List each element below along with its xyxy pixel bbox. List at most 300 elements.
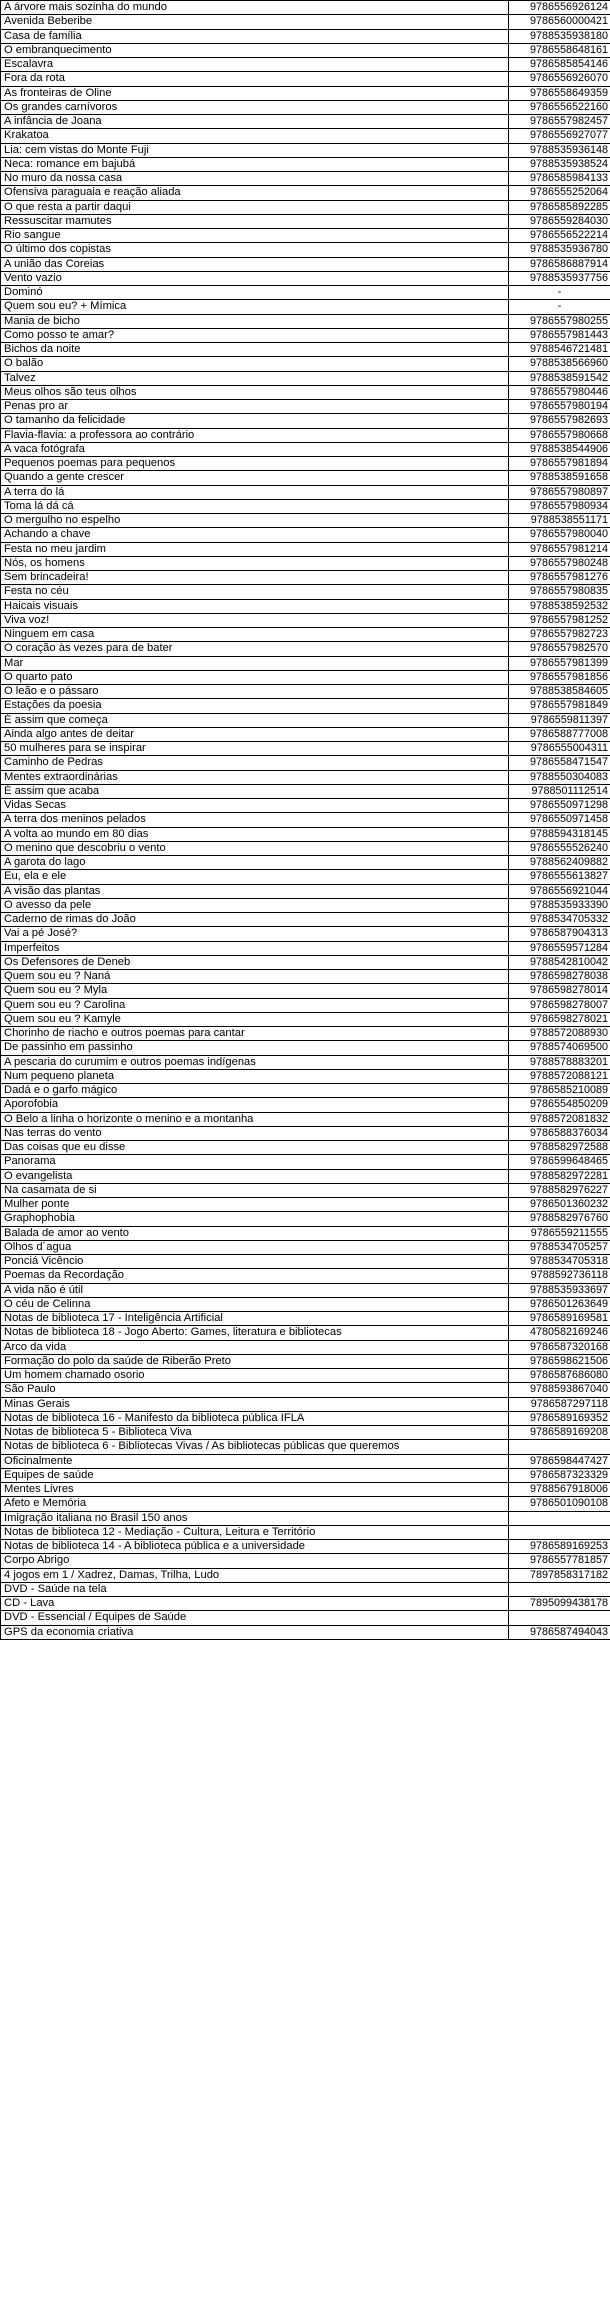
book-title-cell[interactable]: São Paulo [1, 1383, 509, 1397]
book-title-cell[interactable]: O último dos copistas [1, 243, 509, 257]
isbn-cell[interactable]: 9788572088121 [509, 1069, 610, 1083]
isbn-cell[interactable]: 9786557981856 [509, 670, 610, 684]
book-title-cell[interactable]: É assim que acaba [1, 784, 509, 798]
isbn-cell[interactable]: 9788535938180 [509, 29, 610, 43]
table-row [1, 599, 610, 613]
book-title-cell[interactable]: Minas Gerais [1, 1397, 509, 1411]
book-title-cell[interactable]: A pescaria do curumim e outros poemas indígenas [1, 1055, 509, 1069]
book-title-cell[interactable]: Poemas da Recordação [1, 1269, 509, 1283]
isbn-cell[interactable]: 9786585210089 [509, 1084, 610, 1098]
table-row [1, 799, 610, 813]
book-title-cell[interactable]: Krakatoa [1, 129, 509, 143]
table-row [1, 1497, 610, 1511]
isbn-cell[interactable]: 9786587686080 [509, 1369, 610, 1383]
table-row [1, 1483, 610, 1497]
book-title-cell[interactable]: O que resta a partir daqui [1, 200, 509, 214]
isbn-cell[interactable]: 9786557981214 [509, 542, 610, 556]
table-row [1, 1126, 610, 1140]
isbn-cell[interactable]: 9788535938524 [509, 157, 610, 171]
isbn-cell[interactable]: 9786587297118 [509, 1397, 610, 1411]
isbn-cell[interactable]: 9786599648465 [509, 1155, 610, 1169]
book-title-cell[interactable]: Chorinho de riacho e outros poemas para cantar [1, 1027, 509, 1041]
table-row [1, 571, 610, 585]
isbn-cell[interactable]: 9786557980446 [509, 385, 610, 399]
book-title-cell[interactable]: O quarto pato [1, 670, 509, 684]
isbn-cell[interactable]: 9788538566960 [509, 357, 610, 371]
book-title-cell[interactable]: Sem brincadeira! [1, 571, 509, 585]
book-title-cell[interactable]: Pequenos poemas para pequenos [1, 457, 509, 471]
book-title-cell[interactable]: Festa no céu [1, 585, 509, 599]
book-title-cell[interactable]: O balão [1, 357, 509, 371]
book-title-cell[interactable]: 4 jogos em 1 / Xadrez, Damas, Trilha, Ludo [1, 1568, 509, 1582]
isbn-cell[interactable]: 9786560000421 [509, 15, 610, 29]
table-row [1, 1326, 610, 1340]
isbn-cell[interactable]: 9788535933697 [509, 1283, 610, 1297]
isbn-cell[interactable]: 9786598447427 [509, 1454, 610, 1468]
isbn-cell[interactable]: 9786557981894 [509, 457, 610, 471]
isbn-cell[interactable]: 9788538591658 [509, 471, 610, 485]
isbn-cell[interactable]: 9786557981399 [509, 656, 610, 670]
isbn-cell[interactable]: 9786598278007 [509, 998, 610, 1012]
isbn-cell[interactable] [509, 1511, 610, 1525]
table-row [1, 1354, 610, 1368]
isbn-cell[interactable]: 9786556522160 [509, 100, 610, 114]
isbn-cell[interactable]: 9786556926070 [509, 72, 610, 86]
table-row [1, 585, 610, 599]
book-title-cell[interactable]: Mania de bicho [1, 314, 509, 328]
table-row [1, 1198, 610, 1212]
table-row [1, 514, 610, 528]
table-row [1, 257, 610, 271]
table-row [1, 43, 610, 57]
isbn-cell[interactable]: 9786557781857 [509, 1554, 610, 1568]
book-title-cell[interactable]: Eu, ela e ele [1, 870, 509, 884]
isbn-cell[interactable]: 9786555613827 [509, 870, 610, 884]
book-title-cell[interactable]: Graphophobia [1, 1212, 509, 1226]
book-title-cell[interactable]: Dadá e o garfo mágico [1, 1084, 509, 1098]
book-title-cell[interactable]: Haicais visuais [1, 599, 509, 613]
book-title-cell[interactable]: A árvore mais sozinha do mundo [1, 1, 509, 15]
isbn-cell[interactable]: 9786501263649 [509, 1297, 610, 1311]
isbn-cell[interactable]: 9786587904313 [509, 927, 610, 941]
book-title-cell[interactable]: Quem sou eu ? Naná [1, 970, 509, 984]
book-title-cell[interactable]: O embranquecimento [1, 43, 509, 57]
table-row [1, 870, 610, 884]
isbn-cell[interactable]: 9788572081832 [509, 1112, 610, 1126]
isbn-cell[interactable]: 9788538584605 [509, 685, 610, 699]
book-title-cell[interactable]: Notas de biblioteca 6 - Bibliotecas Vivas / As bibliotecas públicas que queremos [1, 1440, 509, 1454]
book-title-cell[interactable]: Nas terras do vento [1, 1126, 509, 1140]
book-title-cell[interactable]: Rio sangue [1, 229, 509, 243]
book-title-cell[interactable]: Ninguem em casa [1, 628, 509, 642]
book-title-cell[interactable]: Notas de biblioteca 16 - Manifesto da biblioteca pública IFLA [1, 1411, 509, 1425]
book-title-cell[interactable]: Quem sou eu? + Mímica [1, 300, 509, 314]
book-title-cell[interactable]: CD - Lava [1, 1597, 509, 1611]
isbn-cell[interactable]: 9786559811397 [509, 713, 610, 727]
isbn-cell[interactable]: 9786501090108 [509, 1497, 610, 1511]
isbn-cell[interactable]: 9786557980934 [509, 499, 610, 513]
book-title-cell[interactable]: Nós, os homens [1, 556, 509, 570]
book-title-cell[interactable]: O Belo a linha o horizonte o menino e a montanha [1, 1112, 509, 1126]
book-title-cell[interactable]: Dominó [1, 286, 509, 300]
table-row [1, 1283, 610, 1297]
book-title-cell[interactable]: Toma lá dá cá [1, 499, 509, 513]
book-title-cell[interactable]: As fronteiras de Oline [1, 86, 509, 100]
book-title-cell[interactable]: A garota do lago [1, 856, 509, 870]
isbn-cell[interactable]: 9786557981443 [509, 328, 610, 342]
book-title-cell[interactable]: Como posso te amar? [1, 328, 509, 342]
isbn-cell[interactable]: 9786598278014 [509, 984, 610, 998]
book-title-cell[interactable]: Caderno de rimas do João [1, 913, 509, 927]
book-title-cell[interactable]: Arco da vida [1, 1340, 509, 1354]
book-title-cell[interactable]: Talvez [1, 371, 509, 385]
book-title-cell[interactable]: Corpo Abrigo [1, 1554, 509, 1568]
isbn-cell[interactable] [509, 1525, 610, 1539]
book-title-cell[interactable]: 50 mulheres para se inspirar [1, 742, 509, 756]
book-title-cell[interactable]: Mulher ponte [1, 1198, 509, 1212]
book-title-cell[interactable]: O coração às vezes para de bater [1, 642, 509, 656]
table-row [1, 898, 610, 912]
table-row [1, 913, 610, 927]
isbn-cell[interactable]: 9786557982723 [509, 628, 610, 642]
isbn-cell[interactable]: 9788535933390 [509, 898, 610, 912]
isbn-cell[interactable]: 7895099438178 [509, 1597, 610, 1611]
book-title-cell[interactable]: Neca: romance em bajubá [1, 157, 509, 171]
book-title-cell[interactable]: Formação do polo da saúde de Riberão Preto [1, 1354, 509, 1368]
isbn-cell[interactable]: 9788550304083 [509, 770, 610, 784]
isbn-cell[interactable]: 4780582169246 [509, 1326, 610, 1340]
isbn-cell[interactable]: 9786589169352 [509, 1411, 610, 1425]
book-title-cell[interactable]: Afeto e Memória [1, 1497, 509, 1511]
book-title-cell[interactable]: Na casamata de si [1, 1183, 509, 1197]
table-row [1, 414, 610, 428]
table-row [1, 1297, 610, 1311]
table-row [1, 29, 610, 43]
book-title-cell[interactable]: Quem sou eu ? Kamyle [1, 1012, 509, 1026]
isbn-cell[interactable]: 9788592736118 [509, 1269, 610, 1283]
table-row [1, 1454, 610, 1468]
book-title-cell[interactable]: A visão das plantas [1, 884, 509, 898]
isbn-cell[interactable]: 9786589169208 [509, 1426, 610, 1440]
book-title-cell[interactable]: O evangelista [1, 1169, 509, 1183]
isbn-cell[interactable]: 9788535937756 [509, 271, 610, 285]
book-title-cell[interactable]: Ainda algo antes de deitar [1, 727, 509, 741]
table-row [1, 485, 610, 499]
isbn-cell[interactable]: 9786558471547 [509, 756, 610, 770]
table-row [1, 1098, 610, 1112]
isbn-cell[interactable]: 9786556926124 [509, 1, 610, 15]
table-row [1, 1468, 610, 1482]
book-title-cell[interactable]: Penas pro ar [1, 400, 509, 414]
table-row [1, 556, 610, 570]
isbn-cell[interactable]: 9788572088930 [509, 1027, 610, 1041]
isbn-cell[interactable]: 9786587323329 [509, 1468, 610, 1482]
book-title-cell[interactable]: Ressuscitar mamutes [1, 214, 509, 228]
isbn-cell[interactable]: 9786587320168 [509, 1340, 610, 1354]
table-row [1, 642, 610, 656]
table-row [1, 856, 610, 870]
book-title-cell[interactable]: Num pequeno planeta [1, 1069, 509, 1083]
table-row [1, 628, 610, 642]
book-title-cell[interactable]: Bichos da noite [1, 343, 509, 357]
book-title-cell[interactable]: Casa de família [1, 29, 509, 43]
table-row [1, 1141, 610, 1155]
table-row [1, 457, 610, 471]
book-title-cell[interactable]: Notas de biblioteca 18 - Jogo Aberto: Games, literatura e bibliotecas [1, 1326, 509, 1340]
book-title-cell[interactable]: Mentes Livres [1, 1483, 509, 1497]
table-row [1, 1269, 610, 1283]
book-title-cell[interactable]: Os Defensores de Deneb [1, 955, 509, 969]
table-row [1, 970, 610, 984]
isbn-cell[interactable]: 9786556921044 [509, 884, 610, 898]
isbn-cell[interactable]: 9786550971458 [509, 813, 610, 827]
isbn-cell[interactable]: 9786598278038 [509, 970, 610, 984]
isbn-cell[interactable]: 9786555526240 [509, 841, 610, 855]
table-row [1, 1340, 610, 1354]
book-title-cell[interactable]: Das coisas que eu disse [1, 1141, 509, 1155]
table-row [1, 1069, 610, 1083]
isbn-cell[interactable]: 9786557980255 [509, 314, 610, 328]
table-row [1, 1212, 610, 1226]
book-title-cell[interactable]: Estações da poesia [1, 699, 509, 713]
book-title-cell[interactable]: O tamanho da felicidade [1, 414, 509, 428]
isbn-cell[interactable]: 9786585892285 [509, 200, 610, 214]
table-row [1, 1611, 610, 1625]
isbn-cell[interactable]: 9786557982457 [509, 115, 610, 129]
table-row [1, 129, 610, 143]
book-title-cell[interactable]: GPS da economia criativa [1, 1625, 509, 1639]
table-row [1, 827, 610, 841]
isbn-cell[interactable] [509, 1611, 610, 1625]
table-row [1, 15, 610, 29]
isbn-cell[interactable]: 9788582976227 [509, 1183, 610, 1197]
isbn-cell[interactable]: 9786598621506 [509, 1354, 610, 1368]
table-row [1, 343, 610, 357]
isbn-cell[interactable]: 9788562409882 [509, 856, 610, 870]
book-title-cell[interactable]: Quem sou eu ? Myla [1, 984, 509, 998]
isbn-cell[interactable]: 9786501360232 [509, 1198, 610, 1212]
book-title-cell[interactable]: Meus olhos são teus olhos [1, 385, 509, 399]
isbn-cell[interactable] [509, 1582, 610, 1596]
book-title-cell[interactable]: DVD - Saúde na tela [1, 1582, 509, 1596]
isbn-cell[interactable]: 9786554850209 [509, 1098, 610, 1112]
book-title-cell[interactable]: A infância de Joana [1, 115, 509, 129]
table-row [1, 685, 610, 699]
book-title-cell[interactable]: Panorama [1, 1155, 509, 1169]
isbn-cell[interactable]: 9786555004311 [509, 742, 610, 756]
table-row [1, 1525, 610, 1539]
table-row [1, 955, 610, 969]
isbn-cell[interactable]: 9786587494043 [509, 1625, 610, 1639]
book-title-cell[interactable]: Notas de biblioteca 17 - Inteligência Artificial [1, 1312, 509, 1326]
isbn-cell[interactable]: 9786586887914 [509, 257, 610, 271]
isbn-cell[interactable]: 9786557980040 [509, 528, 610, 542]
isbn-cell[interactable]: 9786588376034 [509, 1126, 610, 1140]
table-row [1, 1511, 610, 1525]
book-title-cell[interactable]: O mergulho no espelho [1, 514, 509, 528]
isbn-cell[interactable]: 9786589169581 [509, 1312, 610, 1326]
table-row [1, 884, 610, 898]
isbn-cell[interactable]: 9788501112514 [509, 784, 610, 798]
table-row [1, 1226, 610, 1240]
isbn-cell[interactable]: 9786557981276 [509, 571, 610, 585]
isbn-cell[interactable]: 9786559211555 [509, 1226, 610, 1240]
isbn-cell[interactable]: 9788534705332 [509, 913, 610, 927]
book-title-cell[interactable]: Viva voz! [1, 613, 509, 627]
isbn-cell[interactable]: 9786585984133 [509, 172, 610, 186]
isbn-cell[interactable]: 9786557980194 [509, 400, 610, 414]
book-title-cell[interactable]: A terra do lá [1, 485, 509, 499]
book-title-cell[interactable]: Balada de amor ao vento [1, 1226, 509, 1240]
isbn-cell[interactable]: 9786557981849 [509, 699, 610, 713]
book-title-cell[interactable]: A vaca fotógrafa [1, 442, 509, 456]
book-title-cell[interactable]: A união das Coreias [1, 257, 509, 271]
table-row [1, 243, 610, 257]
book-title-cell[interactable]: De passinho em passinho [1, 1041, 509, 1055]
isbn-cell[interactable]: 9786555252064 [509, 186, 610, 200]
book-title-cell[interactable]: O céu de Celinna [1, 1297, 509, 1311]
book-title-cell[interactable]: O leão e o pássaro [1, 685, 509, 699]
book-title-cell[interactable]: Festa no meu jardim [1, 542, 509, 556]
table-row [1, 1397, 610, 1411]
book-title-cell[interactable]: Notas de biblioteca 14 - A biblioteca pública e a universidade [1, 1540, 509, 1554]
isbn-cell[interactable]: 9786556927077 [509, 129, 610, 143]
isbn-cell[interactable]: 9788538592532 [509, 599, 610, 613]
isbn-cell[interactable]: 9788594318145 [509, 827, 610, 841]
isbn-cell[interactable]: 9788567918006 [509, 1483, 610, 1497]
table-row [1, 770, 610, 784]
isbn-cell[interactable]: 9786550971298 [509, 799, 610, 813]
book-title-cell[interactable]: Vidas Secas [1, 799, 509, 813]
table-row [1, 172, 610, 186]
isbn-cell[interactable]: 9788582972281 [509, 1169, 610, 1183]
isbn-cell[interactable]: 9788542810042 [509, 955, 610, 969]
table-row [1, 727, 610, 741]
table-row [1, 300, 610, 314]
book-title-cell[interactable]: Imperfeitos [1, 941, 509, 955]
table-row [1, 1540, 610, 1554]
isbn-cell[interactable]: 7897858317182 [509, 1568, 610, 1582]
isbn-cell[interactable]: 9788593867040 [509, 1383, 610, 1397]
table-body [1, 1, 610, 1640]
book-title-cell[interactable]: Achando a chave [1, 528, 509, 542]
isbn-cell[interactable] [509, 1440, 610, 1454]
book-title-cell[interactable]: Um homem chamado osorio [1, 1369, 509, 1383]
book-title-cell[interactable]: Caminho de Pedras [1, 756, 509, 770]
table-row [1, 941, 610, 955]
book-title-cell[interactable]: Avenida Beberibe [1, 15, 509, 29]
table-row [1, 1, 610, 15]
book-title-cell[interactable]: A vida não é útil [1, 1283, 509, 1297]
isbn-cell[interactable]: - [509, 286, 610, 300]
table-row [1, 371, 610, 385]
isbn-cell[interactable]: - [509, 300, 610, 314]
isbn-cell[interactable]: 9788582976760 [509, 1212, 610, 1226]
isbn-cell[interactable]: 9786557981252 [509, 613, 610, 627]
book-title-cell[interactable]: É assim que começa [1, 713, 509, 727]
isbn-cell[interactable]: 9788535936780 [509, 243, 610, 257]
table-row [1, 143, 610, 157]
isbn-cell[interactable]: 9788578883201 [509, 1055, 610, 1069]
book-title-cell[interactable]: Flavia-flavia: a professora ao contrário [1, 428, 509, 442]
book-title-cell[interactable]: Mentes extraordinárias [1, 770, 509, 784]
book-title-cell[interactable]: Vento vazio [1, 271, 509, 285]
isbn-cell[interactable]: 9786559284030 [509, 214, 610, 228]
isbn-cell[interactable]: 9788546721481 [509, 343, 610, 357]
isbn-cell[interactable]: 9788574069500 [509, 1041, 610, 1055]
book-title-cell[interactable]: Fora da rota [1, 72, 509, 86]
table-row [1, 1155, 610, 1169]
isbn-cell[interactable]: 9786557980835 [509, 585, 610, 599]
isbn-cell[interactable]: 9786598278021 [509, 1012, 610, 1026]
isbn-cell[interactable]: 9786558649359 [509, 86, 610, 100]
book-title-cell[interactable]: No muro da nossa casa [1, 172, 509, 186]
table-row [1, 115, 610, 129]
isbn-cell[interactable]: 9788538591542 [509, 371, 610, 385]
table-row [1, 756, 610, 770]
book-title-cell[interactable]: Notas de biblioteca 12 - Mediação - Cultura, Leitura e Território [1, 1525, 509, 1539]
book-title-cell[interactable]: Os grandes carnívoros [1, 100, 509, 114]
book-title-cell[interactable]: Equipes de saúde [1, 1468, 509, 1482]
book-title-cell[interactable]: Quando a gente crescer [1, 471, 509, 485]
table-row [1, 984, 610, 998]
book-title-cell[interactable]: Escalavra [1, 58, 509, 72]
book-title-cell[interactable]: A volta ao mundo em 80 dias [1, 827, 509, 841]
book-title-cell[interactable]: Oficinalmente [1, 1454, 509, 1468]
table-row [1, 1625, 610, 1639]
isbn-cell[interactable]: 9788534705257 [509, 1240, 610, 1254]
book-title-cell[interactable]: O avesso da pele [1, 898, 509, 912]
table-row [1, 927, 610, 941]
book-title-cell[interactable]: Ofensiva paraguaia e reação aliada [1, 186, 509, 200]
isbn-cell[interactable]: 9788535936148 [509, 143, 610, 157]
book-title-cell[interactable]: Lia: cem vistas do Monte Fuji [1, 143, 509, 157]
isbn-cell[interactable]: 9786557982693 [509, 414, 610, 428]
isbn-cell[interactable]: 9786556522214 [509, 229, 610, 243]
table-row [1, 998, 610, 1012]
isbn-cell[interactable]: 9788538551171 [509, 514, 610, 528]
table-row [1, 1012, 610, 1026]
book-title-cell[interactable]: Notas de biblioteca 5 - Biblioteca Viva [1, 1426, 509, 1440]
book-title-cell[interactable]: DVD - Essencial / Equipes de Saúde [1, 1611, 509, 1625]
isbn-cell[interactable]: 9786588777008 [509, 727, 610, 741]
isbn-cell[interactable]: 9786589169253 [509, 1540, 610, 1554]
book-title-cell[interactable]: Imigração italiana no Brasil 150 anos [1, 1511, 509, 1525]
book-title-cell[interactable]: Aporofobia [1, 1098, 509, 1112]
isbn-cell[interactable]: 9786557980248 [509, 556, 610, 570]
isbn-cell[interactable]: 9786557982570 [509, 642, 610, 656]
book-title-cell[interactable]: O menino que descobriu o vento [1, 841, 509, 855]
isbn-cell[interactable]: 9788582972588 [509, 1141, 610, 1155]
isbn-cell[interactable]: 9788538544906 [509, 442, 610, 456]
book-title-cell[interactable]: Ponciá Vicêncio [1, 1255, 509, 1269]
book-title-cell[interactable]: Olhos d´agua [1, 1240, 509, 1254]
table-row [1, 357, 610, 371]
book-title-cell[interactable]: Mar [1, 656, 509, 670]
isbn-cell[interactable]: 9786558648161 [509, 43, 610, 57]
isbn-cell[interactable]: 9788534705318 [509, 1255, 610, 1269]
isbn-cell[interactable]: 9786557980668 [509, 428, 610, 442]
isbn-cell[interactable]: 9786559571284 [509, 941, 610, 955]
table-row [1, 1440, 610, 1454]
isbn-cell[interactable]: 9786557980897 [509, 485, 610, 499]
isbn-cell[interactable]: 9786585854146 [509, 58, 610, 72]
book-title-cell[interactable]: Quem sou eu ? Carolina [1, 998, 509, 1012]
book-title-cell[interactable]: A terra dos meninos pelados [1, 813, 509, 827]
table-row [1, 528, 610, 542]
table-row [1, 613, 610, 627]
book-title-cell[interactable]: Vai a pé José? [1, 927, 509, 941]
